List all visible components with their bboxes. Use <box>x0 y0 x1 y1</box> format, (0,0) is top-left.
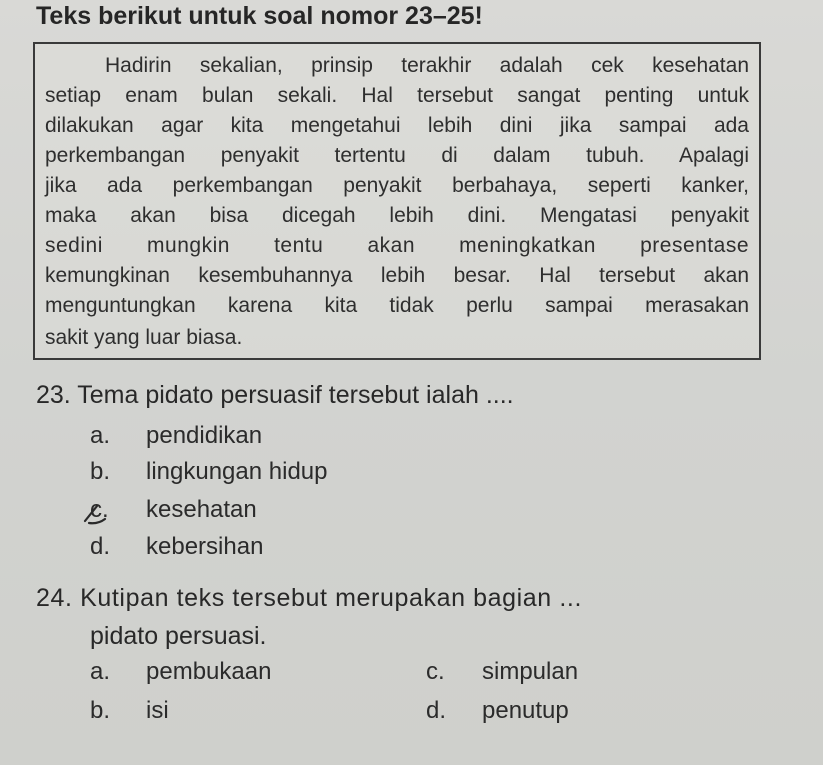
q24-option-b[interactable] <box>90 697 169 725</box>
option-letter: a. <box>90 658 111 685</box>
page-title: Teks berikut untuk soal nomor 23–25! <box>36 2 483 30</box>
option-letter: c. <box>426 658 445 685</box>
option-text: kesehatan <box>146 496 257 523</box>
option-text: pendidikan <box>146 422 263 449</box>
passage-line: sakit yang luar biasa. <box>45 326 243 349</box>
passage-line: Hadirin sekalian, prinsip terakhir adalah cek kesehatan <box>105 54 749 77</box>
q24-option-c[interactable] <box>426 658 578 686</box>
passage-line: menguntungkan karena kita tidak perlu sampai merasakan <box>45 294 749 317</box>
passage-line: jika ada perkembangan penyakit berbahaya, seperti kanker, <box>45 174 749 197</box>
option-text: kebersihan <box>146 533 264 560</box>
option-text: lingkungan hidup <box>146 458 328 485</box>
passage-line: setiap enam bulan sekali. Hal tersebut sangat penting untuk <box>45 84 749 107</box>
q24-option-d[interactable] <box>426 697 569 725</box>
option-text: pembukaan <box>146 658 272 685</box>
q23-option-d[interactable] <box>90 533 263 561</box>
q23-option-b[interactable] <box>90 458 328 486</box>
option-text: simpulan <box>482 658 579 685</box>
option-letter: a. <box>90 422 111 449</box>
option-text: penutup <box>482 697 569 724</box>
question-24-continuation: pidato persuasi. <box>90 622 267 650</box>
answer-mark-icon <box>83 503 113 525</box>
option-letter: b. <box>90 458 111 485</box>
passage-line: sedini mungkin tentu akan meningkatkan presentase <box>45 234 749 257</box>
option-text: isi <box>146 697 169 724</box>
q24-option-a[interactable] <box>90 658 271 686</box>
q23-option-c[interactable] <box>90 496 257 524</box>
passage-line: maka akan bisa dicegah lebih dini. Mengatasi penyakit <box>45 204 749 227</box>
option-letter: c. <box>90 496 109 523</box>
passage-line: dilakukan agar kita mengetahui lebih dini jika sampai ada <box>45 114 749 137</box>
passage-line: perkembangan penyakit tertentu di dalam tubuh. Apalagi <box>45 144 749 167</box>
option-letter: d. <box>90 533 111 560</box>
q23-option-a[interactable] <box>90 422 262 450</box>
question-24: 24. Kutipan teks tersebut merupakan bagian ... <box>36 584 582 612</box>
option-letter: b. <box>90 697 111 724</box>
question-23: 23. Tema pidato persuasif tersebut ialah .... <box>36 381 514 409</box>
passage-line: kemungkinan kesembuhannya lebih besar. Hal tersebut akan <box>45 264 749 287</box>
option-letter: d. <box>426 697 447 724</box>
passage-box <box>33 42 761 360</box>
